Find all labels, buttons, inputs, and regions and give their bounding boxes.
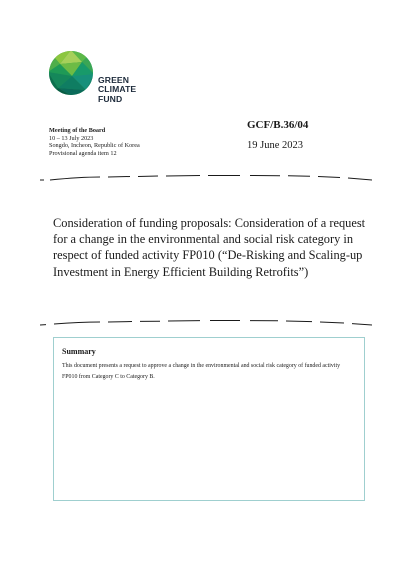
meeting-title: Meeting of the Board xyxy=(49,127,106,134)
document-title: Consideration of funding proposals: Consideration of a request for a change in the environmental and social risk category in respect of funded activity FP010 (“De-Risking and Scaling-up Investment in Energy Efficient Building Retrofits”) xyxy=(53,216,366,279)
meeting-agenda-item: Provisional agenda item 12 xyxy=(49,149,117,157)
meeting-location: Songdo, Incheon, Republic of Korea xyxy=(49,142,140,150)
meeting-dates: 10 – 13 July 2023 xyxy=(49,134,94,142)
globe-logo-icon xyxy=(48,50,94,96)
summary-heading: Summary xyxy=(62,347,96,356)
top-divider xyxy=(40,175,372,181)
logo-word-climate: CLIMATE xyxy=(98,84,137,95)
document-date: 19 June 2023 xyxy=(247,140,303,151)
bottom-divider xyxy=(40,320,372,326)
summary-box xyxy=(53,337,365,501)
logo-word-green: GREEN xyxy=(98,75,130,85)
logo-wordmark xyxy=(98,76,136,104)
gcf-logo xyxy=(48,46,158,110)
meeting-info xyxy=(49,127,140,157)
summary-text: This document presents a request to approve a change in the environmental and social risk category of funded activity FP010 from Category C to Category B. xyxy=(62,363,341,380)
logo-word-fund: FUND xyxy=(98,93,123,104)
document-code: GCF/B.36/04 xyxy=(247,119,309,131)
